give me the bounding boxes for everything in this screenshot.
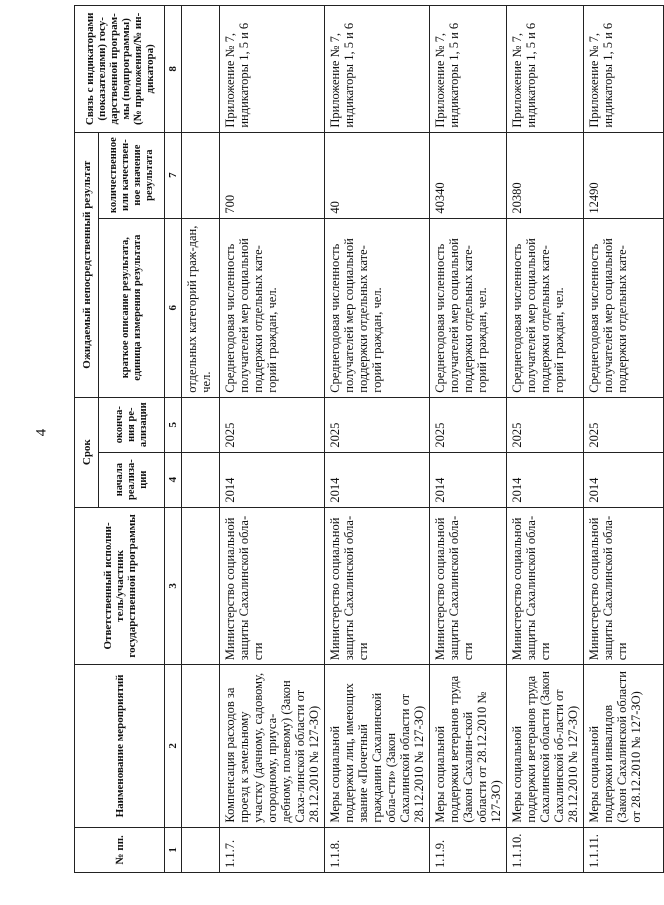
header-srok: Срок xyxy=(75,397,99,507)
header-srok-start: начала реализа-ции xyxy=(99,452,165,507)
row-link: Приложение № 7, индикаторы 1, 5 и 6 xyxy=(220,6,325,133)
index-cell: 5 xyxy=(165,397,182,452)
column-index-row xyxy=(165,6,182,873)
index-cell: 4 xyxy=(165,452,182,507)
continuation-row xyxy=(182,6,220,873)
row-link: Приложение № 7, индикаторы 1, 5 и 6 xyxy=(325,6,430,133)
row-executor: Министерство социальной защиты Сахалинской обла-сти xyxy=(220,507,325,665)
row-value: 40 xyxy=(325,132,430,218)
header-result-desc: краткое описание результата, единица измерения результата xyxy=(99,218,165,397)
row-value: 700 xyxy=(220,132,325,218)
row-start: 2014 xyxy=(430,452,507,507)
table-row xyxy=(325,6,430,873)
measures-table xyxy=(74,5,664,873)
row-value: 12490 xyxy=(584,132,664,218)
row-desc: Среднегодовая численность получателей мер социальной поддержки отдельных кате-горий граждан, чел. xyxy=(220,218,325,397)
row-num: 1.1.8. xyxy=(325,827,430,872)
row-num: 1.1.7. xyxy=(220,827,325,872)
header-num: № пп. xyxy=(75,827,165,872)
row-name: Меры социальной поддержки инвалидов (Закон Сахалинской области от 28.12.2010 № 127-ЗО) xyxy=(584,665,664,827)
header-link: Связь с индикаторами (показателями) госу-дарственной програм-мы (подпрограммы) (№ приложения/№ ин-дикатора) xyxy=(75,6,165,133)
table-row xyxy=(220,6,325,873)
row-num: 1.1.10. xyxy=(507,827,584,872)
row-name: Меры социальной поддержки лиц, имеющих звание «Почетный гражданин Сахалинской обла-сти» (Закон Сахалинской области от 28.12.2010 № 127-ЗО) xyxy=(325,665,430,827)
row-start: 2014 xyxy=(220,452,325,507)
index-cell: 6 xyxy=(165,218,182,397)
row-end: 2025 xyxy=(507,397,584,452)
row-num: 1.1.9. xyxy=(430,827,507,872)
row-link: Приложение № 7, индикаторы 1, 5 и 6 xyxy=(507,6,584,133)
row-end: 2025 xyxy=(220,397,325,452)
row-value: 20380 xyxy=(507,132,584,218)
row-end: 2025 xyxy=(430,397,507,452)
row-name: Меры социальной поддержки ветеранов труда (Закон Сахалин-ской области от 28.12.2010 № 127-ЗО) xyxy=(430,665,507,827)
page-number: 4 xyxy=(33,428,50,437)
table-row xyxy=(430,6,507,873)
table-row xyxy=(507,6,584,873)
rotated-table-container xyxy=(74,5,643,873)
row-executor: Министерство социальной защиты Сахалинской обла-сти xyxy=(507,507,584,665)
header-executor: Ответственный исполни-тель/участник государственной программы xyxy=(75,507,165,665)
row-end: 2025 xyxy=(584,397,664,452)
index-cell: 8 xyxy=(165,6,182,133)
row-link: Приложение № 7, индикаторы 1, 5 и 6 xyxy=(430,6,507,133)
row-desc: Среднегодовая численность получателей мер социальной поддержки отдельных кате-горий граждан, чел. xyxy=(325,218,430,397)
row-start: 2014 xyxy=(507,452,584,507)
index-cell: 1 xyxy=(165,827,182,872)
row-desc: Среднегодовая численность получателей мер социальной поддержки отдельных кате-горий граждан, чел. xyxy=(507,218,584,397)
header-result-value: количественное или качествен-ное значение результата xyxy=(99,132,165,218)
row-name: Меры социальной поддержки ветеранов труда Сахалинской области (Закон Сахалинской об-ласти от 28.12.2010 № 127-ЗО) xyxy=(507,665,584,827)
row-start: 2014 xyxy=(584,452,664,507)
row-desc: Среднегодовая численность получателей мер социальной поддержки отдельных кате-горий граждан, чел. xyxy=(430,218,507,397)
index-cell: 2 xyxy=(165,665,182,827)
row-num: 1.1.11. xyxy=(584,827,664,872)
continuation-text: отдельных категорий граж-дан, чел. xyxy=(182,218,220,397)
row-desc: Среднегодовая численность получателей мер социальной поддержки отдельных кате- xyxy=(584,218,664,397)
header-name: Наименование мероприятий xyxy=(75,665,165,827)
row-executor: Министерство социальной защиты Сахалинской обла-сти xyxy=(584,507,664,665)
row-start: 2014 xyxy=(325,452,430,507)
row-value: 40340 xyxy=(430,132,507,218)
index-cell: 3 xyxy=(165,507,182,665)
row-link: Приложение № 7, индикаторы 1, 5 и 6 xyxy=(584,6,664,133)
row-end: 2025 xyxy=(325,397,430,452)
index-cell: 7 xyxy=(165,132,182,218)
header-srok-end: оконча-ния ре-ализации xyxy=(99,397,165,452)
row-name: Компенсация расходов за проезд к земельному участку (дачному, садовому, огородному, приуса-дебному, полевому) (Закон Саха-линской области от 28.12.2010 № 127-ЗО) xyxy=(220,665,325,827)
row-executor: Министерство социальной защиты Сахалинской обла-сти xyxy=(430,507,507,665)
row-executor: Министерство социальной защиты Сахалинской обла-сти xyxy=(325,507,430,665)
header-result: Ожидаемый непосредственный результат xyxy=(75,132,99,397)
table-row xyxy=(584,6,664,873)
